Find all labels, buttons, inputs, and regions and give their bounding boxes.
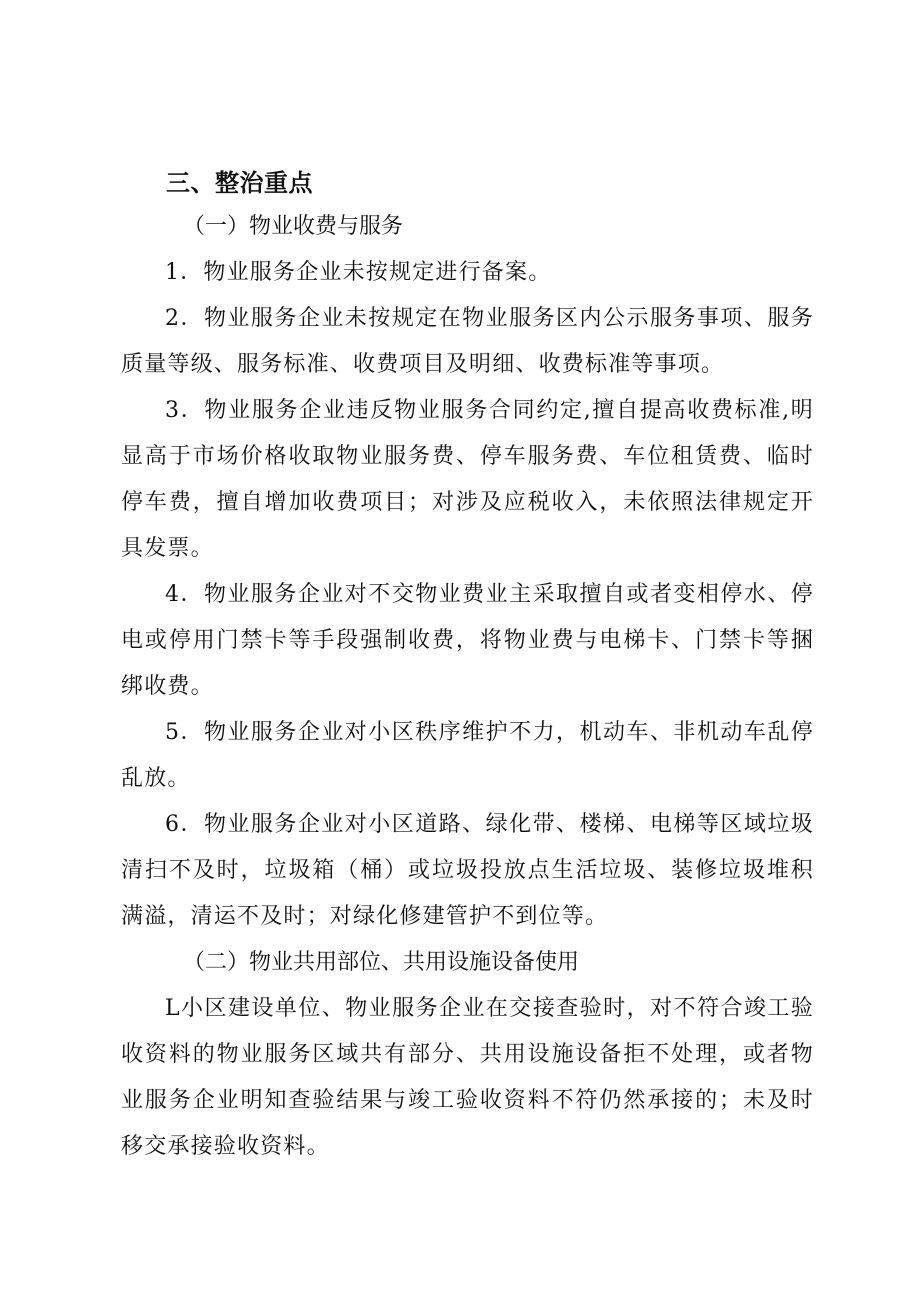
list-item: 6．物业服务企业对小区道路、绿化带、楼梯、电梯等区域垃圾清扫不及时，垃圾箱（桶）或垃圾投放点生活垃圾、装修垃圾堆积满溢，清运不及时；对绿化修建管护不到位等。	[121, 812, 814, 929]
list-item: 5．物业服务企业对小区秩序维护不力，机动车、非机动车乱停乱放。	[121, 720, 814, 791]
list-item: 3．物业服务企业违反物业服务合同约定,擅自提高收费标准,明显高于市场价格收取物业服务费、停车服务费、车位租赁费、临时停车费，擅自增加收费项目；对涉及应税收入，未依照法律规定开具发票。	[121, 398, 814, 561]
section-title: 三、整治重点	[166, 169, 313, 197]
list-item: 2．物业服务企业未按规定在物业服务区内公示服务事项、服务质量等级、服务标准、收费项目及明细、收费标准等事项。	[121, 306, 814, 377]
subsection-title-shared-facilities: （二）物业共用部位、共用设施设备使用	[183, 950, 580, 975]
document-body	[121, 204, 814, 1170]
list-item: 4．物业服务企业对不交物业费业主采取擅自或者变相停水、停电或停用门禁卡等手段强制收费，将物业费与电梯卡、门禁卡等捆绑收费。	[121, 582, 814, 699]
list-item: 1．物业服务企业未按规定进行备案。	[165, 260, 552, 285]
list-item: L小区建设单位、物业服务企业在交接查验时，对不符合竣工验收资料的物业服务区域共有部分、共用设施设备拒不处理，或者物业服务企业明知查验结果与竣工验收资料不符仍然承接的；未及时移交承接验收资料。	[121, 996, 814, 1159]
subsection-title-fee-service: （一）物业收费与服务	[183, 214, 404, 239]
